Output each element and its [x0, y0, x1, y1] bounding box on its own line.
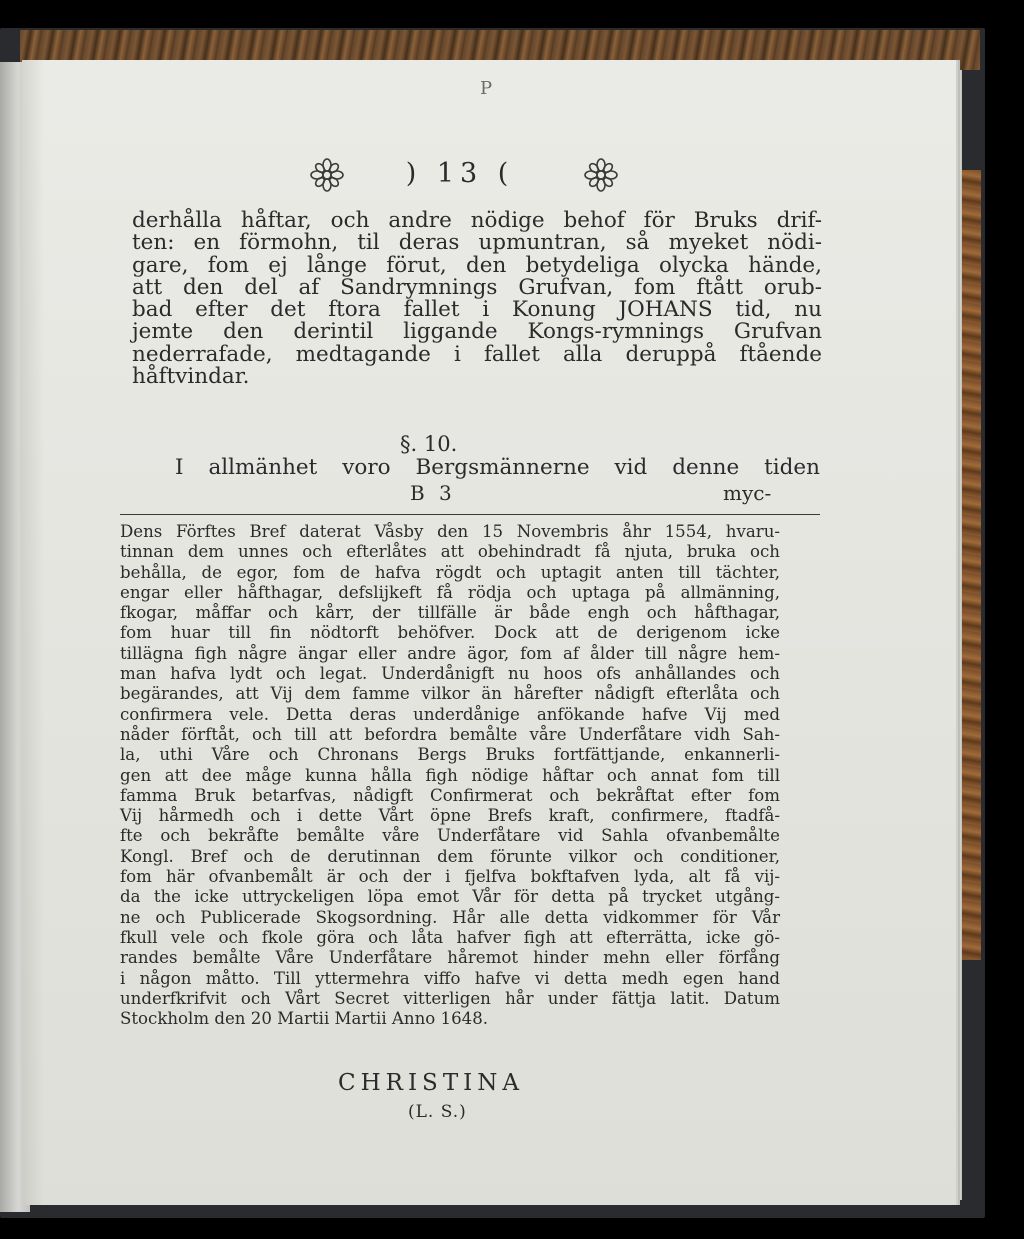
body-line: ten: en förmohn, til deras upmuntran, så myeket nödi-: [132, 230, 822, 256]
footnote-line: Kongl. Bref och de derutinnan dem förunte vilkor och conditioner,: [120, 846, 780, 866]
footnote-line: man hafva lydt och legat. Underdånigft nu hoos ofs anhållandes och: [120, 664, 780, 684]
footnote-line: engar eller håfthagar, defslijkeft få rödja och uptaga på allmänning,: [120, 582, 780, 602]
body-line: bad efter det ftora fallet i Konung JOHANS tid, nu: [132, 297, 822, 323]
footnote-line: da the icke uttryckeligen löpa emot Vår för detta på trycket utgång-: [120, 887, 780, 907]
seal-mark: (L. S.): [408, 1102, 467, 1122]
footnote-line: begärandes, att Vij dem famme vilkor än hårefter nådigft efterlåta och: [120, 684, 780, 704]
footnote-line: Stockholm den 20 Martii Martii Anno 1648.: [120, 1009, 489, 1029]
footnote-line: nåder förftåt, och till att befordra bemålte våre Underfåtare vidh Sah-: [120, 724, 780, 744]
footnote-line: fom huar till fin nödtorft behöfver. Dock att de derigenom icke: [120, 623, 780, 643]
section-heading: §. 10.: [400, 432, 458, 456]
body-line: gare, fom ej långe förut, den betydeliga olycka hände,: [132, 252, 822, 278]
footnote-line: famma Bruk betarfvas, nådigft Confirmerat och bekråftat efter fom: [120, 785, 780, 805]
flower-ornament-icon: [584, 158, 618, 192]
flower-ornament-icon: [310, 158, 344, 192]
footnote-line: fom här ofvanbemålt är och der i fjelfva bokftafven lyda, alt få vij-: [120, 867, 780, 887]
signer-name: CHRISTINA: [338, 1070, 524, 1096]
footnote-line: randes bemålte Våre Underfåtare håremot hinder mehn eller förfång: [120, 948, 780, 968]
footnote-line: gen att dee måge kunna hålla figh nödige håftar och annat fom till: [120, 765, 780, 785]
body-line: derhålla håftar, och andre nödige behof för Bruks drif-: [132, 208, 822, 233]
footnote-line: behålla, de egor, fom de hafva rögdt och uptagit anten till tächter,: [120, 562, 780, 582]
body-line: jemte den derintil liggande Kongs-rymnings Grufvan: [132, 319, 822, 345]
body-line: håftvindar.: [132, 364, 250, 390]
footnote-line: Vij hårmedh och i dette Vårt öpne Brefs kraft, confirmere, ftadfå-: [120, 806, 780, 826]
footnote-line: Dens Förftes Bref daterat Våsby den 15 Novembris åhr 1554, hvaru-: [120, 522, 780, 541]
footnote-line: la, uthi Våre och Chronans Bergs Bruks fortfättjande, enkannerli-: [120, 745, 780, 765]
footnote-line: fte och bekråfte bemålte våre Underfåtare vid Sahla ofvanbemålte: [120, 826, 780, 846]
footnote-line: ne och Publicerade Skogsordning. Hår alle detta vidkommer för Vår: [120, 907, 780, 927]
page-number: ) 13 (: [405, 158, 515, 189]
footnote-block: [120, 522, 780, 1029]
page-top-mark: P: [480, 78, 493, 99]
footnote-line: fkull vele och fkole göra och låta hafver figh att efterrätta, icke gö-: [120, 927, 780, 947]
body-line: nederrafade, medtagande i fallet alla deruppå ftående: [132, 341, 822, 367]
footnote-line: tillägna figh någre ängar eller andre ägor, fom af ålder till någre hem-: [120, 643, 780, 663]
footnote-line: underfkrifvit och Vårt Secret vitterligen hår under fättja latit. Datum: [120, 988, 780, 1008]
page-header: [300, 158, 620, 198]
body-paragraph: [132, 210, 822, 388]
section-first-line: I allmänhet voro Bergsmännerne vid denne tiden: [175, 455, 820, 480]
body-line: att den del af Sandrymnings Grufvan, fom ftått orub-: [132, 274, 822, 300]
footnote-line: tinnan dem unnes och efterlåtes att obehindradt få njuta, bruka och: [120, 542, 780, 562]
footnote-line: confirmera vele. Detta deras underdånige anfökande hafve Vij med: [120, 704, 780, 724]
signature-mark: B 3: [410, 481, 456, 505]
footnote-line: fkogar, måffar och kårr, der tillfälle är både engh och håfthagar,: [120, 603, 780, 623]
catchword: myc-: [723, 481, 772, 505]
footnote-divider: [120, 514, 820, 515]
footnote-line: i någon måtto. Till yttermehra viffo hafve vi detta medh egen hand: [120, 968, 780, 988]
